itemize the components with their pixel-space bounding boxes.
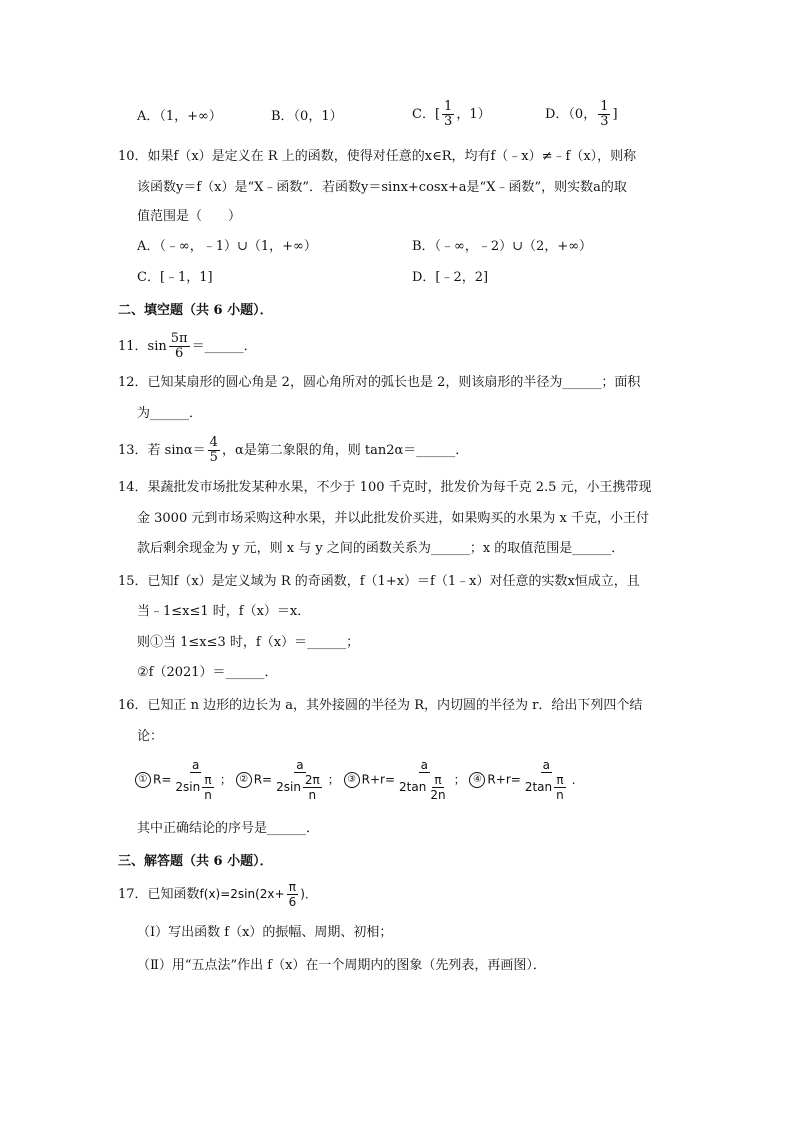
q17-part2: （Ⅱ）用“五点法”作出 f（x）在一个周期内的图象（先列表，再画图）． [137,958,546,973]
q10-line1: 10．如果f（x）是定义在 R 上的函数，使得对任意的x∈R，均有f（﹣x）≠﹣f（x），则称 [118,149,637,164]
conclusion-4-fraction: a 2tan $\frac{\pi}{n}$ [524,758,564,802]
q16-line2: 论： [137,729,164,744]
q16-conclusions: ① R= a 2sin $\frac{\pi}{n}$ ； ② R= a 2sin $\frac{2\pi}{n}$ ； ③ R+r= a 2tan $\frac{\pi}{2n}$ ； ④ R+r= a 2tan $\frac{\pi}{n}$ ． [135,758,584,802]
section-heading-solutions: 三、解答题（共 6 小题）． [118,854,273,869]
q10-option-c: C．[﹣1，1] [137,270,213,285]
q9-option-b: B．（0，1） [271,109,343,124]
q12-line2: 为______． [137,406,203,421]
q15-line3: 则①当 1≤x≤3 时，f（x）＝______； [137,635,360,650]
conclusion-3-fraction: a 2tan $\frac{\pi}{2n}$ [399,758,446,802]
q13: 13．若 sinα＝ $\frac{4}{5}$ ，α是第二象限的角，则 tan2α＝______． [118,435,469,465]
q14-line3: 款后剩余现金为 y 元，则 x 与 y 之间的函数关系为______；x 的取值范围是______． [137,541,625,556]
conclusion-1-fraction: a 2sin $\frac{\pi}{n}$ [175,758,212,802]
q10-line2: 该函数y＝f（x）是“X﹣函数”．若函数y＝sinx+cosx+a是“X﹣函数”，则实数a的取 [137,180,627,195]
conclusion-2-fraction: a 2sin $\frac{2\pi}{n}$ [276,758,320,802]
q15-line2: 当﹣1≤x≤1 时，f（x）＝x． [137,604,311,619]
conclusion-1-marker: ① [135,772,151,788]
conclusion-4-marker: ④ [469,772,485,788]
q15-line1: 15．已知f（x）是定义域为 R 的奇函数，f（1+x）＝f（1﹣x）对任意的实数x恒成立，且 [118,574,640,589]
q17-stem: 17．已知函数f(x)=2sin(2x+ $\frac{\pi}{6}$ )． [118,880,317,909]
q15-line4: ②f（2021）＝______． [137,665,278,680]
q17-part1: （Ⅰ）写出函数 f（x）的振幅、周期、初相； [137,925,393,940]
q9-option-a: A．（1，+∞） [137,109,222,124]
conclusion-3-marker: ③ [344,772,360,788]
q10-option-b: B．（﹣∞，﹣2）∪（2，+∞） [412,239,593,254]
q14-line2: 金 3000 元到市场采购这种水果，并以此批发价买进，如果购买的水果为 x 千克，小王付 [137,511,649,526]
q9-option-d: D．（0， $\frac{1}{3}$ ] [545,99,618,129]
q17-fraction: $\frac{\pi}{6}$ [288,880,297,909]
q16-line1: 16．已知正 n 边形的边长为 a，其外接圆的半径为 R，内切圆的半径为 r．给出下列四个结 [118,698,643,713]
q13-fraction: $\frac{4}{5}$ [209,435,218,465]
q12-line1: 12．已知某扇形的圆心角是 2，圆心角所对的弧长也是 2，则该扇形的半径为______；面积 [118,375,641,390]
q10-line3: 值范围是（ ） [137,209,242,224]
q16-last-line: 其中正确结论的序号是______． [137,821,320,836]
q9-d-fraction: $\frac{1}{3}$ [600,99,609,129]
q11: 11．sin $\frac{5\pi}{6}$ ＝______． [118,331,257,361]
q9-option-c: C．[ $\frac{1}{3}$ ，1） [412,99,491,129]
conclusion-2-marker: ② [236,772,252,788]
q14-line1: 14．果蔬批发市场批发某种水果，不少于 100 千克时，批发价为每千克 2.5 元，小王携带现 [118,480,652,495]
q9-c-fraction: $\frac{1}{3}$ [444,99,453,129]
q10-option-a: A．（﹣∞，﹣1）∪（1，+∞） [137,239,317,254]
q10-option-d: D．[﹣2，2] [412,270,489,285]
section-heading-fill-in: 二、填空题（共 6 小题）． [118,303,273,318]
q11-fraction: $\frac{5\pi}{6}$ [170,331,188,361]
